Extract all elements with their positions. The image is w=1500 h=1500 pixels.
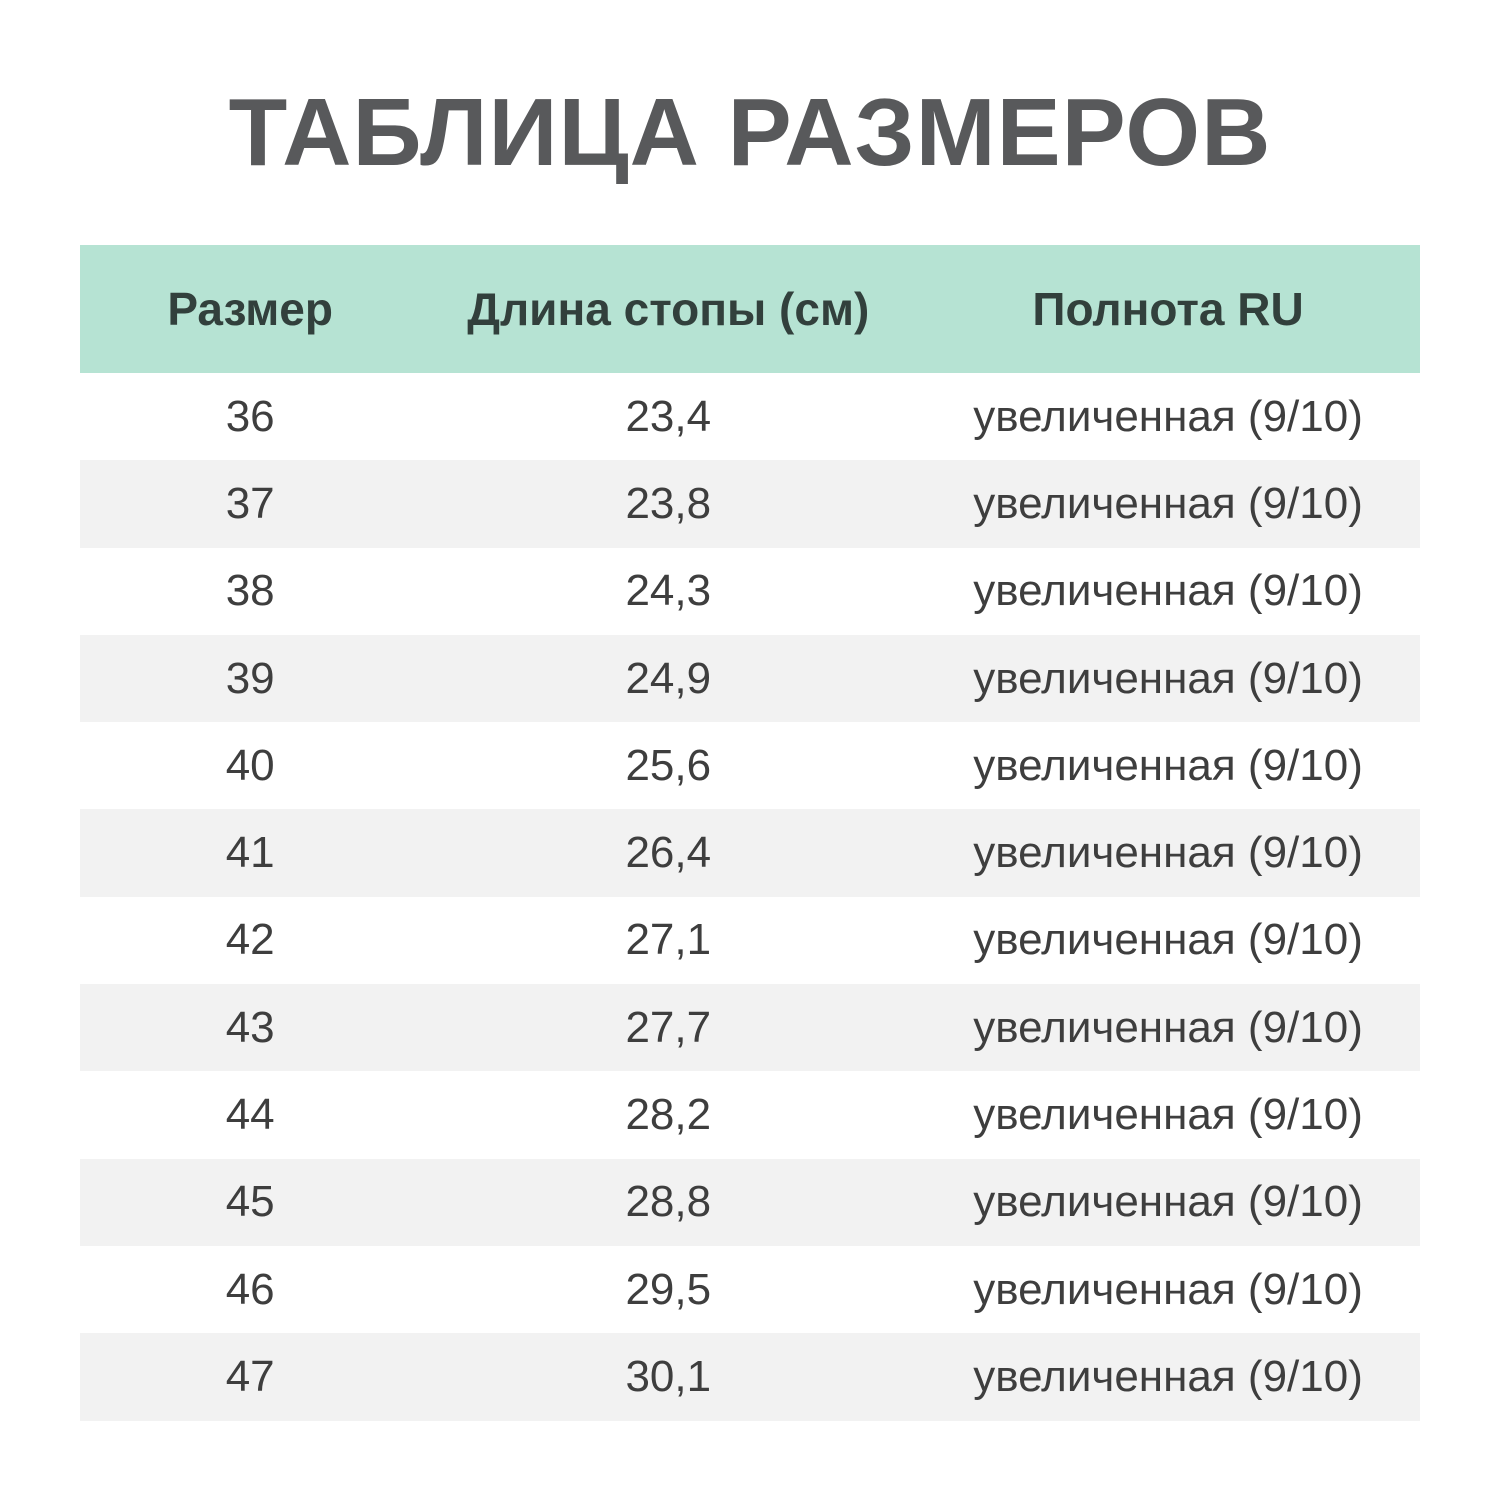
- table-cell: 41: [225, 828, 275, 878]
- table-cell: 44: [225, 1090, 275, 1140]
- table-cell: 25,6: [625, 740, 712, 790]
- table-row: [80, 809, 1420, 896]
- page-title: ТАБЛИЦА РАЗМЕРОВ: [228, 79, 1272, 186]
- table-row: [80, 722, 1420, 809]
- table-cell: увеличенная (9/10): [973, 740, 1363, 790]
- table-cell: увеличенная (9/10): [973, 1090, 1363, 1140]
- table-cell: 27,7: [625, 1002, 712, 1052]
- table-cell: 23,4: [625, 391, 712, 441]
- table-header-row: [80, 245, 1420, 373]
- table-cell: 36: [225, 391, 275, 441]
- table-cell: 28,8: [625, 1177, 712, 1227]
- table-row: [80, 373, 1420, 460]
- table-row: [80, 1071, 1420, 1158]
- table-cell: 47: [225, 1351, 275, 1401]
- table-row: [80, 897, 1420, 984]
- header-cell-width-ru: Полнота RU: [1032, 283, 1304, 335]
- table-cell: 24,9: [625, 653, 712, 703]
- size-table: [80, 245, 1420, 1421]
- table-cell: 38: [225, 566, 275, 616]
- table-cell: увеличенная (9/10): [973, 1002, 1363, 1052]
- header-cell-size: Размер: [167, 283, 333, 335]
- table-cell: 43: [225, 1002, 275, 1052]
- header-cell-foot-length: Длина стопы (см): [467, 283, 870, 335]
- table-cell: 39: [225, 653, 275, 703]
- table-cell: 29,5: [625, 1264, 712, 1314]
- table-cell: 27,1: [625, 915, 712, 965]
- table-cell: 37: [225, 478, 275, 528]
- table-cell: увеличенная (9/10): [973, 828, 1363, 878]
- table-cell: 46: [225, 1264, 275, 1314]
- table-row: [80, 635, 1420, 722]
- table-cell: 42: [225, 915, 275, 965]
- table-cell: увеличенная (9/10): [973, 566, 1363, 616]
- table-row: [80, 1246, 1420, 1333]
- table-body: [80, 373, 1420, 1421]
- table-cell: 40: [225, 740, 275, 790]
- table-cell: 26,4: [625, 828, 712, 878]
- table-cell: 24,3: [625, 566, 712, 616]
- table-row: [80, 1159, 1420, 1246]
- table-cell: увеличенная (9/10): [973, 1177, 1363, 1227]
- table-row: [80, 984, 1420, 1071]
- table-cell: увеличенная (9/10): [973, 1264, 1363, 1314]
- table-cell: увеличенная (9/10): [973, 915, 1363, 965]
- table-row: [80, 548, 1420, 635]
- table-cell: увеличенная (9/10): [973, 391, 1363, 441]
- table-cell: 23,8: [625, 478, 712, 528]
- table-row: [80, 1333, 1420, 1420]
- table-cell: 28,2: [625, 1090, 712, 1140]
- table-cell: 45: [225, 1177, 275, 1227]
- table-cell: увеличенная (9/10): [973, 478, 1363, 528]
- table-cell: 30,1: [625, 1351, 712, 1401]
- table-cell: увеличенная (9/10): [973, 653, 1363, 703]
- table-cell: увеличенная (9/10): [973, 1351, 1363, 1401]
- table-row: [80, 460, 1420, 547]
